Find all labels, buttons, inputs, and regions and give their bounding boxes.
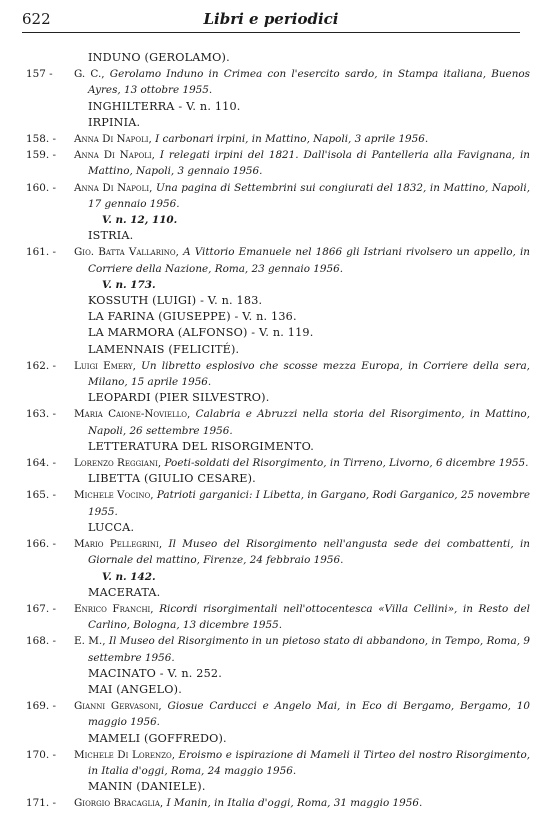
cross-reference: V. n. 12, 110.	[102, 214, 178, 227]
entry-number: 171. -	[26, 797, 56, 810]
page-number: 622	[22, 10, 51, 28]
entry-body	[74, 455, 530, 471]
entry-author: Michele Di Lorenzo,	[74, 748, 176, 761]
entry-body	[74, 180, 531, 212]
entry-number: 162. -	[26, 359, 56, 372]
section-heading: INDUNO (GEROLAMO).	[88, 51, 230, 64]
entry-title: Gerolamo Induno in Crimea con l'esercito sardo, in Stampa italiana, Buenos Ayres, 13 ottobre 1955.	[88, 68, 530, 97]
entry-author: Mario Pellegrini,	[74, 538, 163, 551]
bibliography-entry	[26, 244, 530, 276]
entry-body	[74, 66, 530, 98]
entry-author: Michele Vocino,	[74, 489, 154, 502]
bibliography-entry	[26, 147, 530, 179]
entry-body	[74, 147, 530, 179]
bibliography-entry	[26, 131, 530, 147]
entry-title: I relegati irpini del 1821. Dall'isola di Pantelleria alla Favignana, in Mattino, Napoli, 3 gennaio 1956.	[88, 149, 530, 178]
entry-body	[74, 406, 530, 438]
cross-reference: V. n. 142.	[102, 570, 156, 583]
bibliography-entry	[26, 180, 530, 212]
bibliography-entry	[26, 358, 530, 390]
bibliography-entry	[26, 406, 530, 438]
entry-number: 166. -	[26, 538, 56, 551]
bibliography-entry	[26, 747, 530, 779]
bibliography-list	[26, 50, 530, 812]
entry-author: Maria Caione-Noviello,	[74, 408, 191, 421]
entry-author: E. M.,	[74, 635, 106, 648]
section-heading: LEOPARDI (PIER SILVESTRO).	[88, 391, 270, 405]
header-rule	[22, 32, 520, 33]
entry-author: Gio. Batta Vallarino,	[74, 246, 179, 259]
section-heading: MANIN (DANIELE).	[88, 780, 206, 794]
entry-author: Lorenzo Reggiani,	[74, 457, 162, 470]
entry-number: 169. -	[26, 700, 56, 713]
entry-body	[74, 698, 530, 730]
section-heading: LAMENNAIS (FELICITÉ).	[88, 342, 240, 356]
entry-number: 158. -	[26, 133, 56, 146]
section-heading: KOSSUTH (LUIGI) - V. n. 183.	[88, 294, 263, 308]
entry-body	[74, 633, 531, 665]
entry-title: Un libretto esplosivo che scosse mezza Europa, in Corriere della sera, Milano, 15 aprile 1956.	[88, 359, 530, 389]
entry-number: 157 -	[26, 68, 53, 81]
entry-body	[74, 131, 530, 147]
section-heading: INGHILTERRA - V. n. 110.	[88, 99, 241, 113]
section-heading: LIBETTA (GIULIO CESARE).	[88, 472, 256, 486]
bibliography-entry	[26, 795, 530, 811]
entry-author: Anna Di Napoli,	[74, 181, 153, 194]
entry-number: 163. -	[26, 408, 56, 421]
entry-number: 170. -	[26, 748, 56, 761]
section-heading: ISTRIA.	[88, 229, 134, 243]
entry-number: 165. -	[26, 489, 56, 502]
bibliography-entry	[26, 633, 530, 665]
entry-title: Patrioti garganici: I Libetta, in Gargano, Rodi Garganico, 25 novembre 1955.	[88, 489, 530, 518]
entry-body	[74, 536, 530, 568]
entry-number: 168. -	[26, 635, 56, 648]
section-heading: LETTERATURA DEL RISORGIMENTO.	[88, 439, 315, 453]
bibliography-entry	[26, 698, 530, 730]
entry-body	[74, 244, 531, 276]
entry-number: 167. -	[26, 602, 56, 615]
entry-title: A Vittorio Emanuele nel 1866 gli Istriani rivolsero un appello, in Corriere della Nazione, Roma, 23 gennaio 1956.	[88, 246, 531, 275]
page-header	[22, 8, 520, 30]
entry-title: Calabria e Abruzzi nella storia del Risorgimento, in Mattino, Napoli, 26 settembre 1956.	[88, 408, 530, 437]
running-title: Libri e periodici	[203, 10, 339, 28]
section-heading: LA FARINA (GIUSEPPE) - V. n. 136.	[88, 310, 297, 324]
bibliography-entry	[26, 536, 530, 568]
entry-number: 160. -	[26, 181, 56, 194]
section-heading: LUCCA.	[88, 520, 135, 534]
entry-number: 161. -	[26, 246, 56, 259]
entry-number: 164. -	[26, 457, 56, 470]
entry-title: Ricordi risorgimentali nell'ottocentesca «Villa Cellini», in Resto del Carlino, Bologna, 13 dicembre 1955.	[88, 602, 530, 632]
section-heading: LA MARMORA (ALFONSO) - V. n. 119.	[88, 326, 314, 340]
entry-number: 159. -	[26, 149, 56, 162]
entry-author: G. C.,	[74, 68, 105, 81]
entry-author: Gianni Gervasoni,	[74, 700, 162, 713]
entry-body	[74, 487, 530, 519]
entry-title: Il Museo del Risorgimento in un pietoso stato di abbandono, in Tempo, Roma, 9 settembre 1956.	[88, 635, 531, 664]
entry-author: Anna Di Napoli,	[74, 133, 152, 146]
entry-body	[74, 747, 530, 779]
entry-author: Giorgio Bracaglia,	[74, 797, 164, 810]
cross-reference: V. n. 173.	[102, 278, 156, 291]
bibliography-entry	[26, 601, 530, 633]
entry-title: Poeti-soldati del Risorgimento, in Tirreno, Livorno, 6 dicembre 1955.	[161, 457, 529, 470]
entry-author: Enrico Franchi,	[74, 602, 154, 615]
section-heading: IRPINIA.	[88, 115, 141, 129]
section-heading: MACERATA.	[88, 585, 161, 599]
entry-title: Una pagina di Settembrini sui congiurati del 1832, in Mattino, Napoli, 17 gennaio 1956.	[88, 181, 531, 210]
entry-author: Luigi Emery,	[74, 359, 136, 372]
entry-body	[74, 795, 530, 811]
entry-title: Giosue Carducci e Angelo Mai, in Eco di Bergamo, Bergamo, 10 maggio 1956.	[88, 700, 530, 729]
section-heading: MAI (ANGELO).	[88, 682, 182, 696]
entry-title: I Manin, in Italia d'oggi, Roma, 31 maggio 1956.	[163, 797, 423, 810]
bibliography-entry	[26, 487, 530, 519]
section-heading: MAMELI (GOFFREDO).	[88, 731, 227, 745]
entry-body	[74, 601, 530, 633]
section-heading: MACINATO - V. n. 252.	[88, 666, 222, 680]
entry-author: Anna Di Napoli,	[74, 149, 155, 162]
entry-body	[74, 358, 530, 390]
bibliography-entry	[26, 66, 530, 98]
entry-title: I carbonari irpini, in Mattino, Napoli, 3 aprile 1956.	[151, 133, 429, 146]
entry-title: Eroismo e ispirazione di Mameli il Tirteo del nostro Risorgimento, in Italia d'oggi, Roma, 24 maggio 1956.	[88, 748, 530, 777]
bibliography-entry	[26, 455, 530, 471]
entry-title: Il Museo del Risorgimento nell'angusta sede dei combattenti, in Giornale del mattino, Firenze, 24 febbraio 1956.	[88, 538, 530, 567]
